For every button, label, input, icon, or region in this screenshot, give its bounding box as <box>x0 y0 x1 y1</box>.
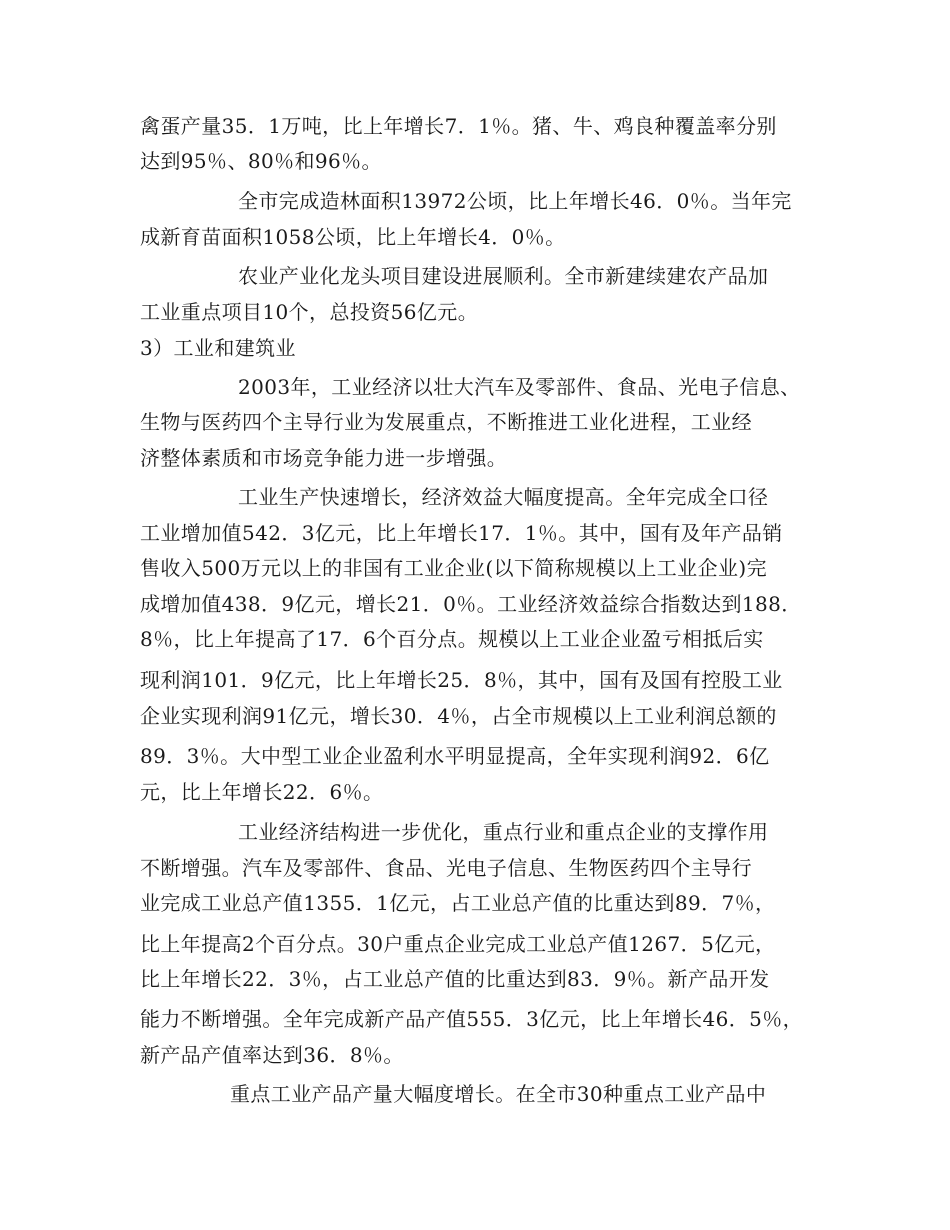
text-line: 能力不断增强。全年完成新产品产值555．3亿元，比上年增长46．5％， <box>140 1007 804 1031</box>
text-line: 比上年提高2个百分点。30户重点企业完成工业总产值1267．5亿元， <box>140 932 776 956</box>
text-line: 比上年增长22．3％，占工业总产值的比重达到83．9％。新产品开发 <box>140 967 770 991</box>
text-line: 现利润101．9亿元，比上年增长25．8％，其中，国有及国有控股工业 <box>140 668 783 692</box>
text-line: 济整体素质和市场竞争能力进一步增强。 <box>140 446 508 470</box>
section-heading: 3）工业和建筑业 <box>140 336 296 360</box>
text-line: 工业重点项目10个，总投资56亿元。 <box>140 300 479 324</box>
text-line: 不断增强。汽车及零部件、食品、光电子信息、生物医药四个主导行 <box>140 856 752 880</box>
text-line: 生物与医药四个主导行业为发展重点，不断推进工业化进程，工业经 <box>140 410 752 434</box>
text-line: 达到95％、80％和96％。 <box>140 149 382 173</box>
text-line: 成增加值438．9亿元，增长21．0％。工业经济效益综合指数达到188． <box>140 592 802 616</box>
text-line: 新产品产值率达到36．8％。 <box>140 1043 404 1067</box>
paragraph-start-line: 2003年，工业经济以壮大汽车及零部件、食品、光电子信息、 <box>238 375 801 399</box>
text-line: 89．3％。大中型工业企业盈利水平明显提高，全年实现利润92．6亿 <box>140 744 770 768</box>
text-line: 元，比上年增长22．6％。 <box>140 780 384 804</box>
text-line: 企业实现利润91亿元，增长30．4％，占全市规模以上工业利润总额的 <box>140 704 777 728</box>
paragraph-start-line: 工业生产快速增长，经济效益大幅度提高。全年完成全口径 <box>238 485 769 509</box>
paragraph-start-line: 农业产业化龙头项目建设进展顺利。全市新建续建农产品加 <box>238 264 769 288</box>
text-line: 业完成工业总产值1355．1亿元，占工业总产值的比重达到89．7％， <box>140 891 776 915</box>
paragraph-start-line: 重点工业产品产量大幅度增长。在全市30种重点工业产品中 <box>230 1082 767 1106</box>
text-line: 工业增加值542．3亿元，比上年增长17．1％。其中，国有及年产品销 <box>140 521 783 545</box>
paragraph-start-line: 工业经济结构进一步优化，重点行业和重点企业的支撑作用 <box>238 820 769 844</box>
paragraph-start-line: 全市完成造林面积13972公顷，比上年增长46．0％。当年完 <box>238 189 792 213</box>
text-line: 成新育苗面积1058公顷，比上年增长4．0％。 <box>140 225 566 249</box>
text-line: 8％，比上年提高了17．6个百分点。规模以上工业企业盈亏相抵后实 <box>140 627 764 651</box>
text-line: 售收入500万元以上的非国有工业企业(以下简称规模以上工业企业)完 <box>140 556 767 580</box>
text-line: 禽蛋产量35．1万吨，比上年增长7．1％。猪、牛、鸡良种覆盖率分别 <box>140 114 777 138</box>
